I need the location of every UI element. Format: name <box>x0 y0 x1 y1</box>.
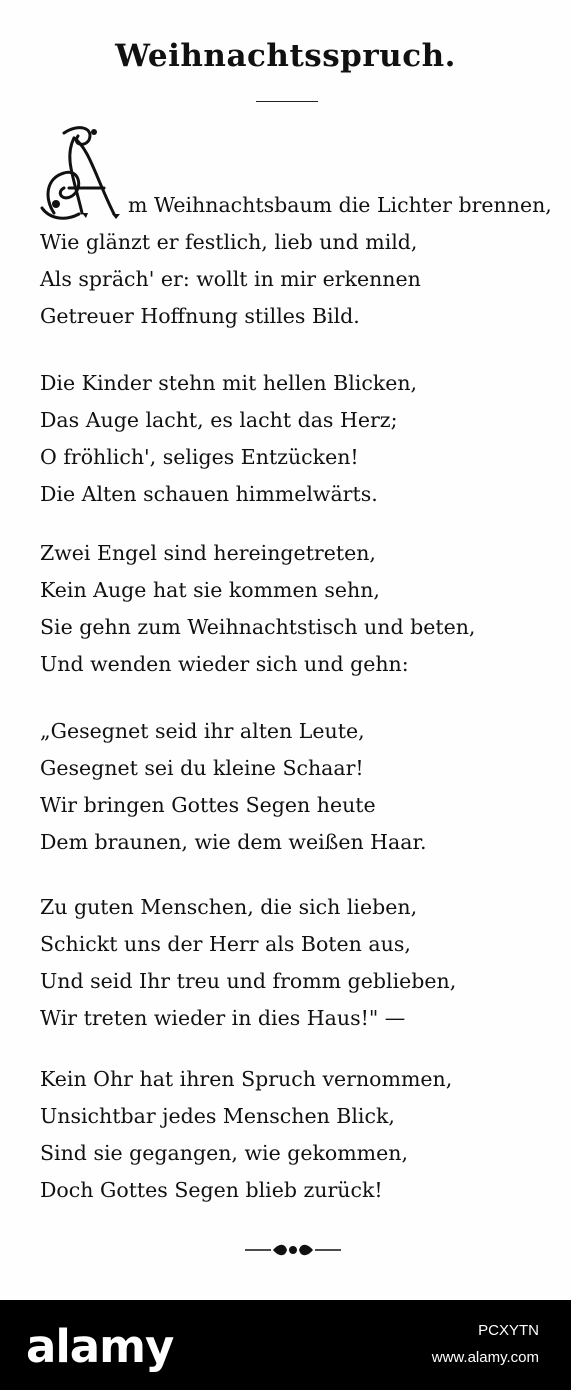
title-divider <box>256 101 318 102</box>
poem-line: Doch Gottes Segen blieb zurück! <box>40 1178 383 1202</box>
stanza-6 <box>40 1061 452 1209</box>
poem-line: Kein Auge hat sie kommen sehn, <box>40 578 380 602</box>
stanza-2 <box>40 365 417 513</box>
poem-line: m Weihnachtsbaum die Lichter brennen, <box>128 193 552 217</box>
poem-line: Gesegnet sei du kleine Schaar! <box>40 756 364 780</box>
stanza-3 <box>40 535 475 683</box>
poem-line: Sind sie gegangen, wie gekommen, <box>40 1141 408 1165</box>
brand-logo: alamy <box>26 1320 174 1373</box>
poem-line: Das Auge lacht, es lacht das Herz; <box>40 408 398 432</box>
poem-line: Zu guten Menschen, die sich lieben, <box>40 895 418 919</box>
poem-title: Weihnachtsspruch. <box>115 38 456 74</box>
poem-line: Und seid Ihr treu und fromm geblieben, <box>40 969 457 993</box>
poem-line: Die Alten schauen himmelwärts. <box>40 482 378 506</box>
poem-line: Zwei Engel sind hereingetreten, <box>40 541 376 565</box>
poem-line: Die Kinder stehn mit hellen Blicken, <box>40 371 418 395</box>
fleuron-ornament-icon <box>243 1240 343 1260</box>
poem-line: Kein Ohr hat ihren Spruch vernommen, <box>40 1067 453 1091</box>
poem-line: Wie glänzt er festlich, lieb und mild, <box>40 230 418 254</box>
stanza-1 <box>40 187 552 335</box>
poem-line: Schickt uns der Herr als Boten aus, <box>40 932 411 956</box>
stanza-4 <box>40 713 427 861</box>
poem-line: Wir treten wieder in dies Haus!" — <box>40 1006 406 1030</box>
poem-line: Sie gehn zum Weihnachtstisch und beten, <box>40 615 476 639</box>
site-url-label: www.alamy.com <box>431 1349 539 1366</box>
image-id-label: PCXYTN <box>478 1322 539 1339</box>
poem-line: Getreuer Hoffnung stilles Bild. <box>40 304 360 328</box>
poem-line: Wir bringen Gottes Segen heute <box>40 793 376 817</box>
poem-line: Dem braunen, wie dem weißen Haar. <box>40 830 427 854</box>
poem-line: Als spräch' er: wollt in mir erkennen <box>40 267 421 291</box>
stanza-5 <box>40 889 456 1037</box>
poem-line: Unsichtbar jedes Menschen Blick, <box>40 1104 395 1128</box>
poem-line: Und wenden wieder sich und gehn: <box>40 652 409 676</box>
poem-line: „Gesegnet seid ihr alten Leute, <box>40 719 365 743</box>
poem-line: O fröhlich', seliges Entzücken! <box>40 445 359 469</box>
